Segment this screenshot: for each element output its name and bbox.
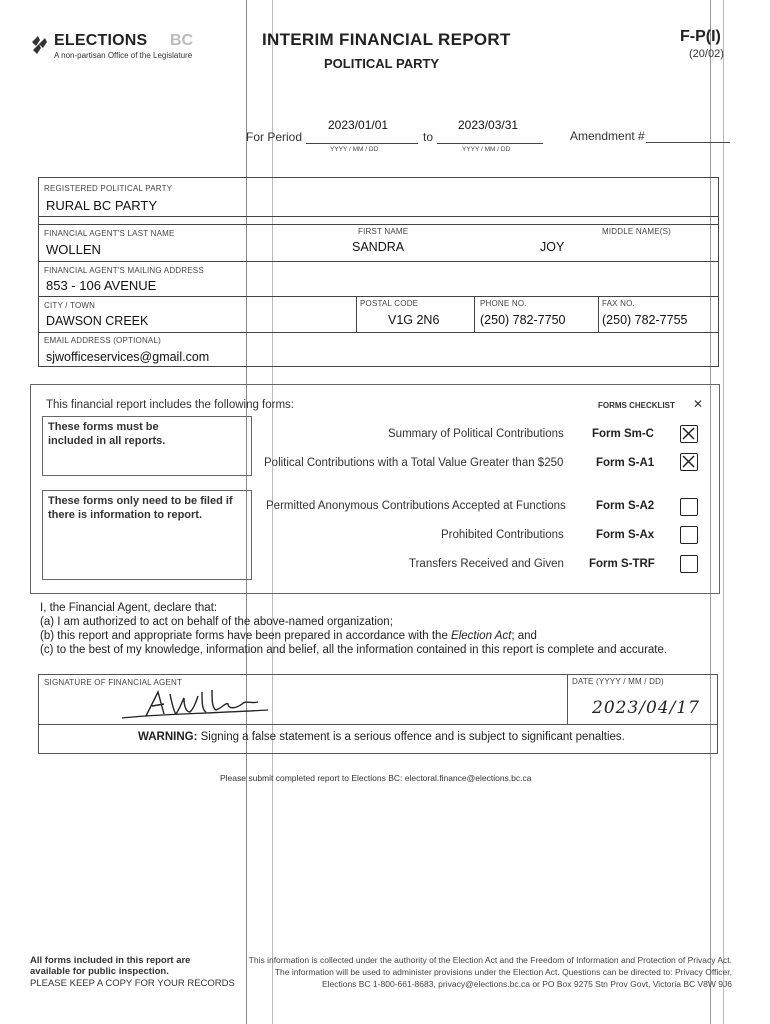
logo-text: ELECTIONS: [54, 32, 148, 49]
form-row-3-desc: Prohibited Contributions: [441, 529, 564, 541]
date-value[interactable]: 2023/04/17: [592, 698, 700, 718]
declaration-b: [40, 630, 537, 642]
first-name-value[interactable]: SANDRA: [352, 240, 405, 254]
form-row-3-name: Form S-Ax: [596, 529, 655, 541]
report-subtitle: POLITICAL PARTY: [324, 56, 440, 71]
optional-group-text: These forms only need to be filed if there is information to report.: [48, 495, 233, 521]
declaration-b-post: ; and: [511, 630, 537, 642]
middle-name-value[interactable]: JOY: [540, 240, 565, 254]
footer-left-1: All forms included in this report are: [30, 955, 191, 966]
first-name-label: FIRST NAME: [358, 227, 409, 236]
address-label: FINANCIAL AGENT'S MAILING ADDRESS: [44, 266, 204, 275]
form-row-4-desc: Transfers Received and Given: [409, 558, 564, 570]
checkbox-x-icon: [681, 454, 696, 469]
checklist-x-icon: ✕: [693, 397, 704, 411]
period-to-word: to: [423, 130, 434, 144]
form-row-0-name: Form Sm-C: [592, 428, 654, 440]
footer-right-3: Elections BC 1-800-661-8683, privacy@elections.bc.ca or PO Box 9275 Stn Prov Govt, Victoria BC V8W 9J6: [321, 979, 732, 989]
form-row-0-checkbox[interactable]: [680, 425, 698, 443]
period-from-hint: YYYY / MM / DD: [330, 146, 379, 153]
period-from-value[interactable]: 2023/01/01: [328, 118, 389, 132]
email-value[interactable]: sjwofficeservices@gmail.com: [46, 350, 210, 364]
warning-body: Signing a false statement is a serious offence and is subject to significant penalties.: [197, 731, 625, 743]
form-row-1-desc: Political Contributions with a Total Value Greater than $250: [264, 457, 564, 469]
forms-checklist-label: FORMS CHECKLIST: [598, 401, 675, 410]
footer-left-2: available for public inspection.: [30, 966, 169, 977]
party-value[interactable]: RURAL BC PARTY: [46, 198, 158, 213]
form-row-4-checkbox[interactable]: [680, 555, 698, 573]
form-row-1-checkbox[interactable]: [680, 453, 698, 471]
amendment-field[interactable]: [646, 142, 730, 143]
logo-mark-icon: [30, 34, 52, 58]
logo-tagline: A non-partisan Office of the Legislature: [54, 51, 193, 60]
form-code: F-P(I): [680, 28, 721, 45]
footer-right-2: The information will be used to administer provisions under the Election Act. Questions can be directed to: Privacy Officer,: [274, 967, 732, 977]
last-name-label: FINANCIAL AGENT'S LAST NAME: [44, 229, 175, 238]
form-row-2-name: Form S-A2: [596, 500, 655, 512]
declaration-b-act: Election Act: [451, 630, 512, 642]
email-label: EMAIL ADDRESS (OPTIONAL): [44, 336, 161, 345]
form-row-2-checkbox[interactable]: [680, 498, 698, 516]
city-label: CITY / TOWN: [44, 301, 96, 310]
signature-image[interactable]: [118, 684, 278, 724]
period-label: For Period: [246, 130, 303, 144]
checkbox-x-icon: [681, 426, 696, 441]
submit-note: Please submit completed report to Elections BC: electoral.finance@elections.bc.ca: [220, 773, 532, 783]
fax-value[interactable]: (250) 782-7755: [602, 313, 688, 327]
form-row-4-name: Form S-TRF: [589, 558, 655, 570]
city-value[interactable]: DAWSON CREEK: [46, 314, 149, 328]
fax-label: FAX NO.: [602, 299, 635, 308]
declaration-intro: I, the Financial Agent, declare that:: [40, 602, 218, 614]
form-row-1-name: Form S-A1: [596, 457, 655, 469]
postal-label: POSTAL CODE: [360, 299, 419, 308]
form-version: (20/02): [689, 48, 724, 60]
period-to-value[interactable]: 2023/03/31: [458, 118, 519, 132]
phone-value[interactable]: (250) 782-7750: [480, 313, 566, 327]
last-name-value[interactable]: WOLLEN: [46, 242, 101, 257]
elections-bc-logo: [30, 32, 230, 62]
warning-text: [138, 731, 625, 743]
form-row-2-desc: Permitted Anonymous Contributions Accepted at Functions: [266, 500, 566, 512]
report-title: INTERIM FINANCIAL REPORT: [262, 30, 511, 49]
footer-right-1: This information is collected under the authority of the Election Act and the Freedom of Information and Protection of Privacy Act.: [248, 955, 732, 965]
declaration-c: (c) to the best of my knowledge, information and belief, all the information contained in this report is complete and accurate.: [40, 644, 668, 656]
period-to-hint: YYYY / MM / DD: [462, 146, 511, 153]
middle-name-label: MIDDLE NAME(S): [602, 227, 672, 236]
amendment-label: Amendment #: [570, 129, 645, 143]
declaration-b-pre: (b) this report and appropriate forms have been prepared in accordance with the: [40, 630, 452, 642]
postal-value[interactable]: V1G 2N6: [388, 313, 440, 327]
footer-left-3: PLEASE KEEP A COPY FOR YOUR RECORDS: [30, 978, 235, 989]
forms-intro: This financial report includes the following forms:: [46, 399, 295, 411]
signature-label: SIGNATURE OF FINANCIAL AGENT: [44, 678, 183, 687]
warning-label: WARNING:: [138, 731, 198, 743]
phone-label: PHONE NO.: [480, 299, 527, 308]
address-value[interactable]: 853 - 106 AVENUE: [46, 278, 157, 293]
required-group-text: These forms must be included in all reports.: [48, 421, 166, 447]
form-row-3-checkbox[interactable]: [680, 526, 698, 544]
logo-suffix: BC: [170, 32, 194, 49]
form-row-0-desc: Summary of Political Contributions: [388, 428, 564, 440]
party-label: REGISTERED POLITICAL PARTY: [44, 184, 173, 193]
declaration-a: (a) I am authorized to act on behalf of the above-named organization;: [40, 616, 393, 628]
date-label: DATE (YYYY / MM / DD): [572, 677, 664, 686]
